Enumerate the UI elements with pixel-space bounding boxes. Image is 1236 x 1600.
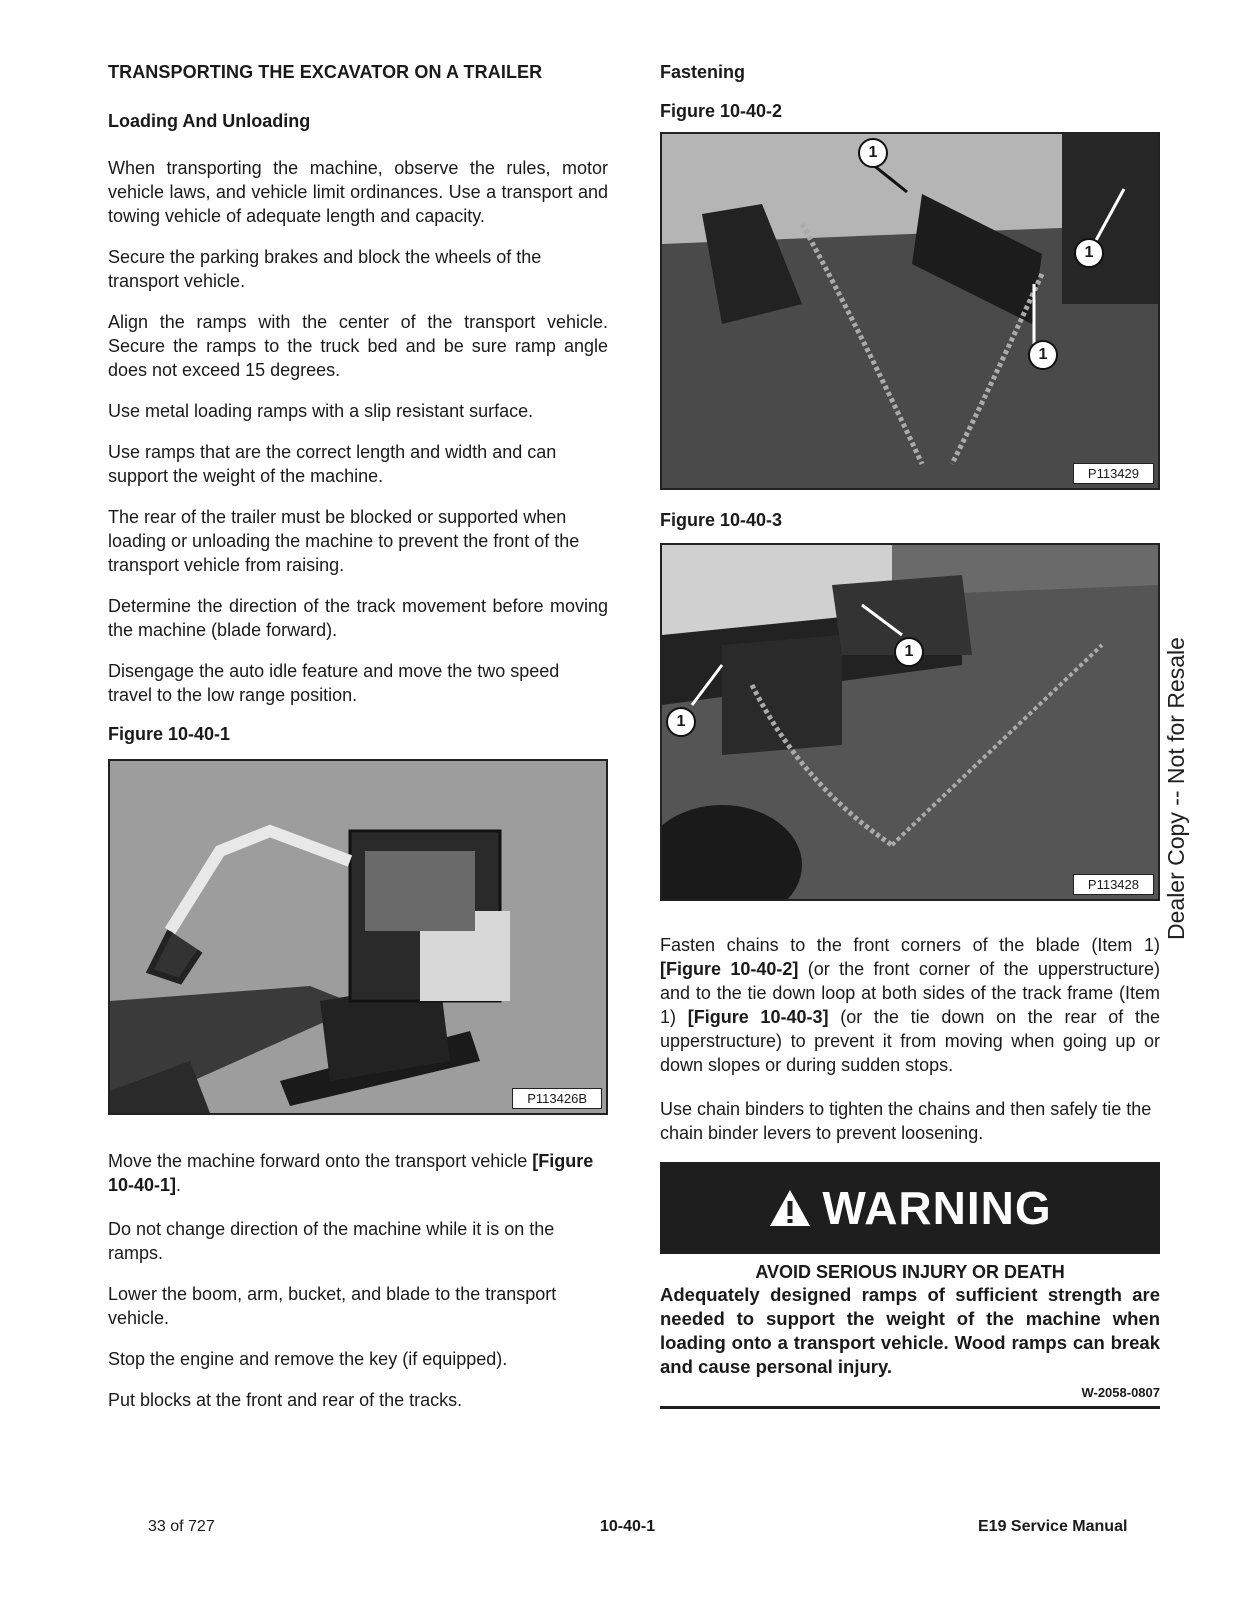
paragraph: Align the ramps with the center of the transport vehicle. Secure the ramps to the truck bed and be sure ramp angle does not exceed 15 degrees. xyxy=(108,312,608,380)
photo-code: P113428 xyxy=(1073,874,1154,895)
paragraph: Do not change direction of the machine while it is on the ramps. xyxy=(108,1219,555,1263)
callout-1: 1 xyxy=(858,138,888,168)
paragraph-text: (or the front corner of the upperstructure) and to the tie down loop at both sides of the track frame (Item 1) xyxy=(660,959,1160,1027)
paragraph: Use metal loading ramps with a slip resistant surface. xyxy=(108,401,534,421)
figure-10-40-1 xyxy=(108,759,608,1115)
dealer-copy-notice: Dealer Copy -- Not for Resale xyxy=(1163,637,1189,940)
chain-track-photo xyxy=(662,545,1158,899)
figure-label: Figure 10-40-1 xyxy=(108,724,231,744)
paragraph xyxy=(108,1149,608,1197)
callout-1: 1 xyxy=(1074,238,1104,268)
callout-1: 1 xyxy=(1028,340,1058,370)
figure-10-40-2 xyxy=(660,132,1160,490)
photo-code: P113426B xyxy=(512,1088,602,1109)
paragraph: Use chain binders to tighten the chains and then safely tie the chain binder levers to prevent loosening. xyxy=(660,1099,1152,1143)
paragraph: Determine the direction of the track movement before moving the machine (blade forward). xyxy=(108,596,608,640)
warning-banner xyxy=(660,1162,1160,1254)
paragraph: When transporting the machine, observe the rules, motor vehicle laws, and vehicle limit ordinances. Use a transport and towing vehicle of adequate length and capacity. xyxy=(108,158,608,226)
manual-title: E19 Service Manual xyxy=(978,1518,1128,1535)
paragraph: Put blocks at the front and rear of the tracks. xyxy=(108,1390,463,1410)
subsection-title: Loading And Unloading xyxy=(108,111,311,131)
paragraph-text: (or the tie down on the rear of the upperstructure) to prevent it from moving when going up or down slopes or during sudden stops. xyxy=(660,1007,1160,1075)
paragraph: Lower the boom, arm, bucket, and blade to the transport vehicle. xyxy=(108,1284,557,1328)
section-title: TRANSPORTING THE EXCAVATOR ON A TRAILER xyxy=(108,62,543,82)
paragraph: Stop the engine and remove the key (if equipped). xyxy=(108,1349,508,1369)
warning-title: AVOID SERIOUS INJURY OR DEATH xyxy=(755,1262,1065,1282)
left-column xyxy=(108,62,608,1429)
paragraph-text: . xyxy=(176,1175,182,1195)
paragraph: The rear of the trailer must be blocked or supported when loading or unloading the machine to prevent the front of the transport vehicle from raising. xyxy=(108,507,580,575)
figure-reference: [Figure 10-40-1] xyxy=(108,1151,594,1195)
figure-label: Figure 10-40-3 xyxy=(660,510,783,530)
figure-10-40-3 xyxy=(660,543,1160,901)
paragraph: Use ramps that are the correct length and width and can support the weight of the machine. xyxy=(108,442,557,486)
right-column xyxy=(660,62,1160,1409)
callout-1: 1 xyxy=(894,637,924,667)
photo-code: P113429 xyxy=(1073,463,1154,484)
page-count: 33 of 727 xyxy=(148,1518,215,1535)
paragraph: Secure the parking brakes and block the wheels of the transport vehicle. xyxy=(108,247,542,291)
paragraph xyxy=(660,933,1160,1077)
section-number: 10-40-1 xyxy=(600,1518,656,1535)
paragraph-text: Move the machine forward onto the transport vehicle xyxy=(108,1151,528,1171)
paragraph: Disengage the auto idle feature and move the two speed travel to the low range position. xyxy=(108,661,560,705)
warning-label: WARNING xyxy=(822,1182,1052,1234)
chain-blade-photo xyxy=(662,134,1158,488)
figure-label: Figure 10-40-2 xyxy=(660,101,783,121)
excavator-photo xyxy=(110,761,606,1113)
warning-triangle-icon xyxy=(768,1188,812,1228)
subsection-title: Fastening xyxy=(660,62,746,82)
callout-1: 1 xyxy=(666,707,696,737)
figure-reference: [Figure 10-40-3] xyxy=(687,1007,829,1027)
warning-body: Adequately designed ramps of sufficient strength are needed to support the weight of the machine when loading onto a transport vehicle. Wood ramps can break and cause personal injury. xyxy=(660,1284,1160,1377)
paragraph-text: Fasten chains to the front corners of the blade (Item 1) xyxy=(660,935,1160,955)
warning-code: W-2058-0807 xyxy=(660,1385,1160,1409)
figure-reference: [Figure 10-40-2] xyxy=(660,959,799,979)
